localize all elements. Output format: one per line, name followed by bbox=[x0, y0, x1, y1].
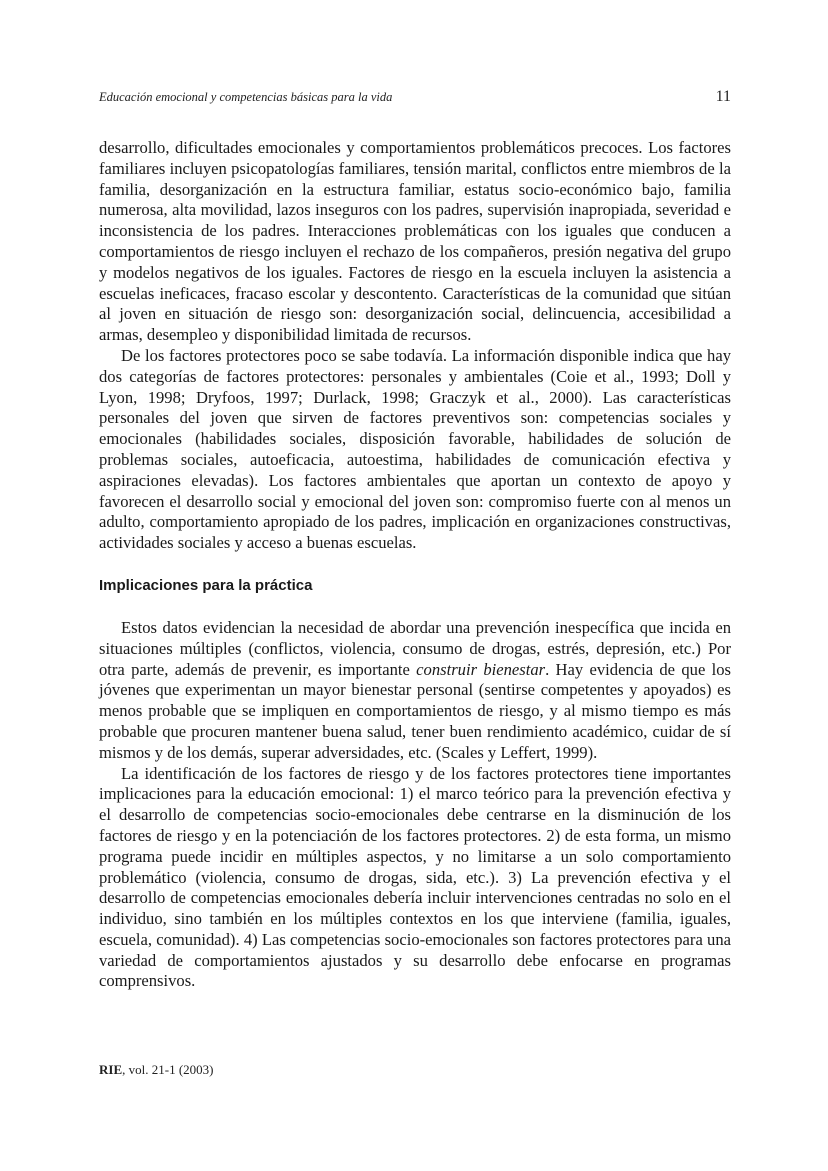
article-body bbox=[99, 138, 731, 992]
running-title: Educación emocional y competencias básicas para la vida bbox=[99, 90, 393, 104]
journal-name: RIE bbox=[99, 1062, 123, 1077]
journal-volume: , vol. 21-1 (2003) bbox=[122, 1062, 214, 1077]
paragraph-protective-factors: De los factores protectores poco se sabe todavía. La información disponible indica que hay dos categorías de factores protectores: personales y ambientales (Coie et al., 1993; Doll y Lyon, 1998; Dryfoos, 1997; Durlack, 1998; Graczyk et al., 2000). Las características personales del joven que sirven de factores preventivos son: competencias sociales y emocionales (habilidades sociales, disposición favorable, habilidades de solución de problemas sociales, autoeficacia, autoestima, habilidades de comunicación efectiva y aspiraciones elevadas). Los factores ambientales que aportan un contexto de apoyo y favorecen el desarrollo social y emocional del joven son: compromiso fuerte con al menos un adulto, comportamiento apropiado de los padres, implicación en organizaciones constructivas, actividades sociales y acceso a buenas escuelas. bbox=[99, 345, 731, 553]
paragraph-implications bbox=[99, 618, 731, 764]
paragraph-identification: La identificación de los factores de riesgo y de los factores protectores tiene importantes implicaciones para la educación emocional: 1) el marco teórico para la prevención efectiva y el desarrollo de competencias socio-emocionales debe centrarse en la disminución de los factores de riesgo y en la potenciación de los factores protectores. 2) de esta forma, un mismo programa puede incidir en múltiples aspectos, y no limitarse a un solo comportamiento problemático (violencia, consumo de drogas, sida, etc.). 3) La prevención efectiva y el desarrollo de competencias emocionales debería incluir intervenciones centradas no solo en el individuo, sino también en los múltiples contextos en los que interviene (familia, iguales, escuela, comunidad). 4) Las competencias socio-emocionales son factores protectores para una variedad de comportamientos ajustados y su desarrollo debe enfocarse en programas comprensivos. bbox=[99, 763, 731, 991]
journal-footer bbox=[99, 1062, 213, 1078]
section-heading: Implicaciones para la práctica bbox=[99, 576, 313, 594]
paragraph-risk-factors: desarrollo, dificultades emocionales y comportamientos problemáticos precoces. Los factores familiares incluyen psicopatologías familiares, tensión marital, conflictos entre miembros de la familia, desorganización en la estructura familiar, estatus socio-económico bajo, familia numerosa, alta movilidad, lazos inseguros con los padres, supervisión inapropiada, severidad e inconsistencia de los padres. Interacciones problemáticas con los iguales que conducen a comportamientos de riesgo incluyen el rechazo de los compañeros, presión negativa del grupo y modelos negativos de los iguales. Factores de riesgo en la escuela incluyen la asistencia a escuelas ineficaces, fracaso escolar y descontento. Características de la comunidad que sitúan al joven en situación de riesgo son: desorganización social, delincuencia, accesibilidad a armas, desempleo y disponibilidad limitada de recursos. bbox=[99, 138, 731, 345]
paragraph-implications-start: Estos datos evidencian la necesidad de abordar una prevención inespecífica que incida en situaciones múltiples (conflictos, violencia, consumo de drogas, estrés, depresión, etc.) Por otra parte, además de prevenir, es importante bbox=[99, 617, 731, 679]
paragraph-implications-end: . Hay evidencia de que los jóvenes que experimentan un mayor bienestar personal (sentirse competentes y apoyados) es menos probable que se impliquen en comportamientos de riesgo, y al mismo tiempo es más probable que procuren mantener buena salud, tener buen rendimiento académico, cuidar de sí mismos y de los demás, superar adversidades, etc. (Scales y Leffert, 1999). bbox=[99, 659, 731, 762]
page-number: 11 bbox=[715, 88, 731, 105]
emphasis-construir-bienestar: construir bienestar bbox=[416, 659, 546, 679]
